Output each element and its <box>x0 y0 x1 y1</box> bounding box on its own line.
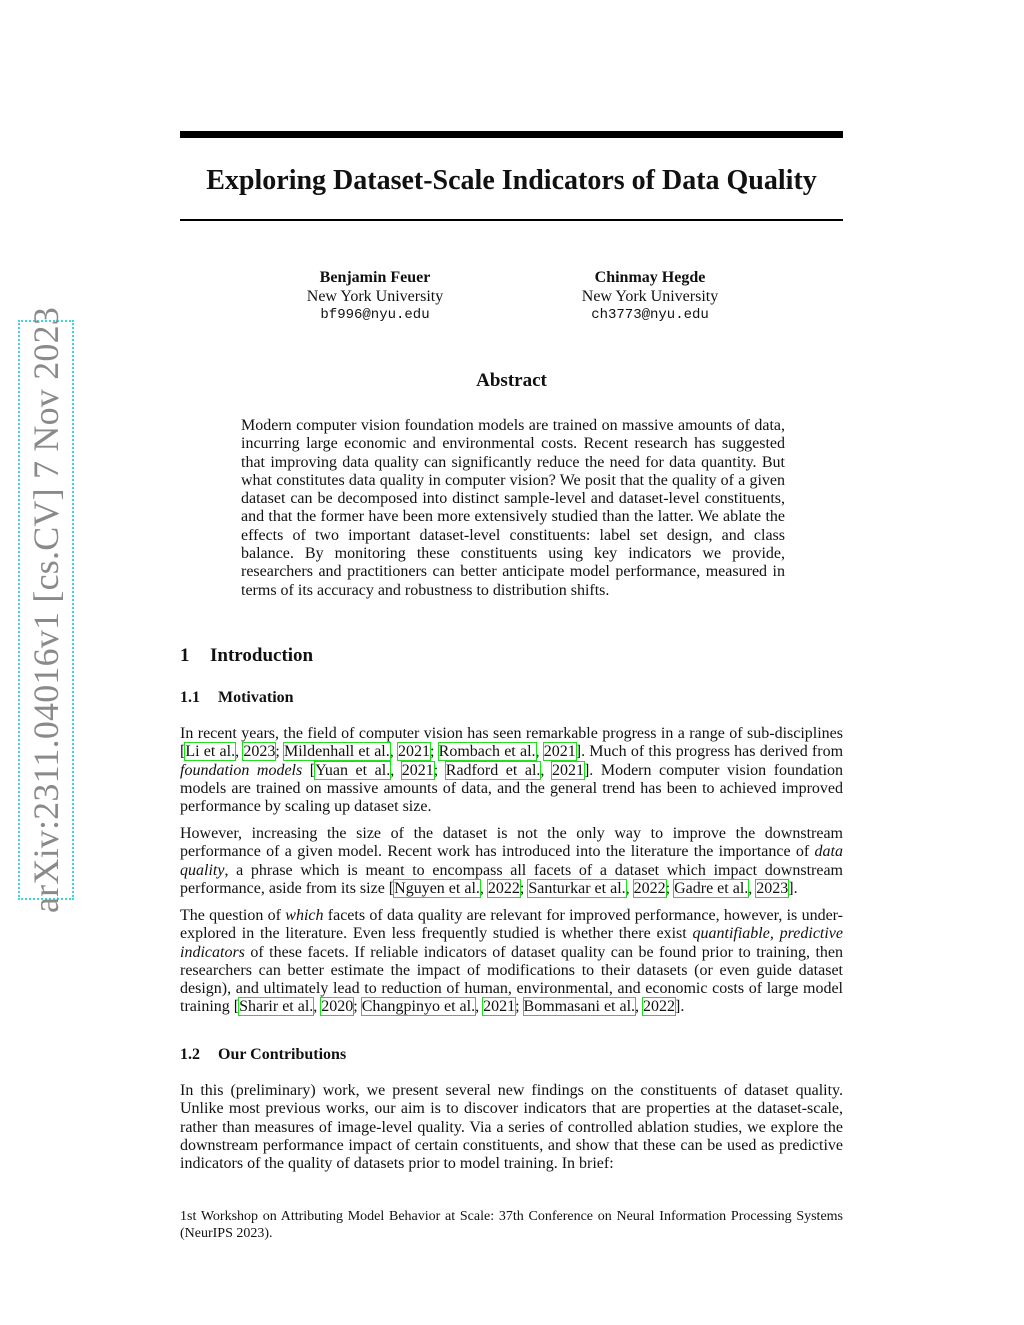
section-number: 1 <box>180 645 190 666</box>
author-name: Benjamin Feuer <box>319 269 431 286</box>
text-run: ; <box>519 879 529 897</box>
abstract-heading: Abstract <box>476 370 547 391</box>
text-run: ]. <box>675 998 685 1016</box>
author-affiliation: New York University <box>581 288 719 305</box>
emphasis-text: foundation models <box>180 761 303 779</box>
venue-footnote: 1st Workshop on Attributing Model Behavior at Scale: 37th Conference on Neural Information Processing Systems (NeurIPS 2023). <box>180 1209 843 1241</box>
emphasis-text: quantifiable, predictive indicators <box>180 925 844 961</box>
text-run: , <box>535 743 544 761</box>
citation-link[interactable]: Li et al. <box>185 743 236 761</box>
author-block-2 <box>520 268 780 325</box>
subsection-number: 1.1 <box>180 689 200 706</box>
text-run: , <box>540 761 552 779</box>
text-run: , <box>475 998 484 1016</box>
text-run: ; <box>665 879 675 897</box>
text-run: ; <box>353 998 362 1016</box>
citation-link[interactable]: Rombach et al. <box>438 743 536 761</box>
citation-link[interactable]: Changpinyo et al. <box>361 998 476 1016</box>
citation-link[interactable]: 2023 <box>756 879 789 897</box>
citation-link[interactable]: 2021 <box>483 998 516 1016</box>
title-top-rule <box>180 131 843 138</box>
subsection-heading-contributions <box>180 1046 346 1064</box>
subsection-title: Motivation <box>218 689 294 706</box>
text-run: ; <box>433 761 446 779</box>
author-email[interactable]: ch3773@nyu.edu <box>591 307 709 323</box>
text-run: [ <box>302 761 316 779</box>
citation-link[interactable]: Radford et al. <box>445 761 541 779</box>
text-run: The question of <box>180 907 286 924</box>
text-run: ; <box>515 998 524 1016</box>
citation-link[interactable]: 2021 <box>401 761 434 779</box>
citation-link[interactable]: 2022 <box>487 879 520 897</box>
text-run: , a phrase which is meant to encompass all facets of a dataset which impact downstream performance, aside from its size [ <box>180 861 843 897</box>
citation-link[interactable]: 2022 <box>633 879 666 897</box>
citation-link[interactable]: Gadre et al. <box>674 879 749 897</box>
text-run: ]. <box>788 879 798 897</box>
text-run: In recent years, the field of computer vision has seen remarkable progress in a range of sub-disciplines [ <box>180 725 843 761</box>
section-heading-introduction <box>180 645 313 667</box>
text-run: of these facets. If reliable indicators of dataset quality can be found prior to training, then researchers can better estimate the impact of modifications to their datasets (or even guide dataset design), and ultimately lead to reduction of human, environmental, and economic costs of large model training [ <box>180 943 843 1016</box>
author-email[interactable]: bf996@nyu.edu <box>320 307 430 323</box>
text-run: ; <box>429 743 439 761</box>
title-bottom-rule <box>180 219 843 221</box>
paragraph-motivation-3 <box>180 907 843 1017</box>
text-run: , <box>748 879 757 897</box>
citation-link[interactable]: 2022 <box>643 998 676 1016</box>
text-run: facets of data quality are relevant for improved performance, however, is under-explored in the literature. Even less frequently studied is whether there exist <box>180 907 843 943</box>
author-block-1 <box>245 268 505 325</box>
citation-link[interactable]: Mildenhall et al. <box>284 743 390 761</box>
author-affiliation: New York University <box>306 288 444 305</box>
subsection-title: Our Contributions <box>218 1046 347 1063</box>
subsection-heading-motivation <box>180 689 294 707</box>
emphasis-text: data quality <box>180 843 843 879</box>
section-title: Introduction <box>210 645 314 666</box>
abstract-body: Modern computer vision foundation models are trained on massive amounts of data, incurring large economic and environmental costs. Recent research has suggested that improving data quality can significantly reduce the need for data quantity. But what constitutes data quality in computer vision? We posit that the quality of a given dataset can be decomposed into distinct sample-level and dataset-level constituents, and that the former have been more extensively studied than the latter. We ablate the effects of two important dataset-level constituents: label set design, and class balance. By monitoring these constituents using key indicators we provide, researchers and practitioners can better anticipate model performance, measured in terms of its accuracy and robustness to distribution shifts. <box>241 417 785 599</box>
text-run: , <box>313 998 322 1016</box>
text-run: ]. Modern computer vision foundation models are trained on massive amounts of data, and the general trend has been to achieved improved performance by scaling up dataset size. <box>180 761 844 816</box>
text-run: , <box>479 879 488 897</box>
paper-title: Exploring Dataset-Scale Indicators of Data Quality <box>206 165 817 196</box>
paragraph-motivation-2 <box>180 825 843 898</box>
text-run: , <box>235 743 244 761</box>
citation-link[interactable]: 2021 <box>543 743 576 761</box>
paragraph-motivation-1 <box>180 725 843 816</box>
citation-link[interactable]: Yuan et al. <box>315 761 391 779</box>
text-run: However, increasing the size of the dataset is not the only way to improve the downstream performance of a given model. Recent work has introduced into the literature the importance of <box>180 825 843 861</box>
citation-link[interactable]: 2023 <box>243 743 276 761</box>
emphasis-text: which <box>285 907 324 924</box>
citation-link[interactable]: Nguyen et al. <box>394 879 480 897</box>
text-run: , <box>390 761 402 779</box>
text-run: , <box>625 879 634 897</box>
citation-link[interactable]: 2021 <box>551 761 584 779</box>
arxiv-identifier-stamp[interactable]: arXiv:2311.04016v1 [cs.CV] 7 Nov 2023 <box>18 320 74 900</box>
citation-link[interactable]: Santurkar et al. <box>528 879 626 897</box>
citation-link[interactable]: 2021 <box>397 743 430 761</box>
author-name: Chinmay Hegde <box>594 269 706 286</box>
citation-link[interactable]: Bommasani et al. <box>523 998 636 1016</box>
citation-link[interactable]: Sharir et al. <box>239 998 314 1016</box>
text-run: , <box>389 743 398 761</box>
text-run: ; <box>275 743 284 761</box>
subsection-number: 1.2 <box>180 1046 200 1063</box>
text-run: ]. Much of this progress has derived from <box>575 743 844 761</box>
text-run: , <box>635 998 644 1016</box>
paragraph-contributions: In this (preliminary) work, we present several new findings on the constituents of dataset quality. Unlike most previous works, our aim is to discover indicators that are properties at the dataset-scale, rather than measures of image-level quality. Via a series of controlled ablation studies, we explore the downstream performance impact of certain constituents, and show that these can be used as predictive indicators of the quality of datasets prior to model training. In brief: <box>180 1082 843 1173</box>
citation-link[interactable]: 2020 <box>321 998 354 1016</box>
